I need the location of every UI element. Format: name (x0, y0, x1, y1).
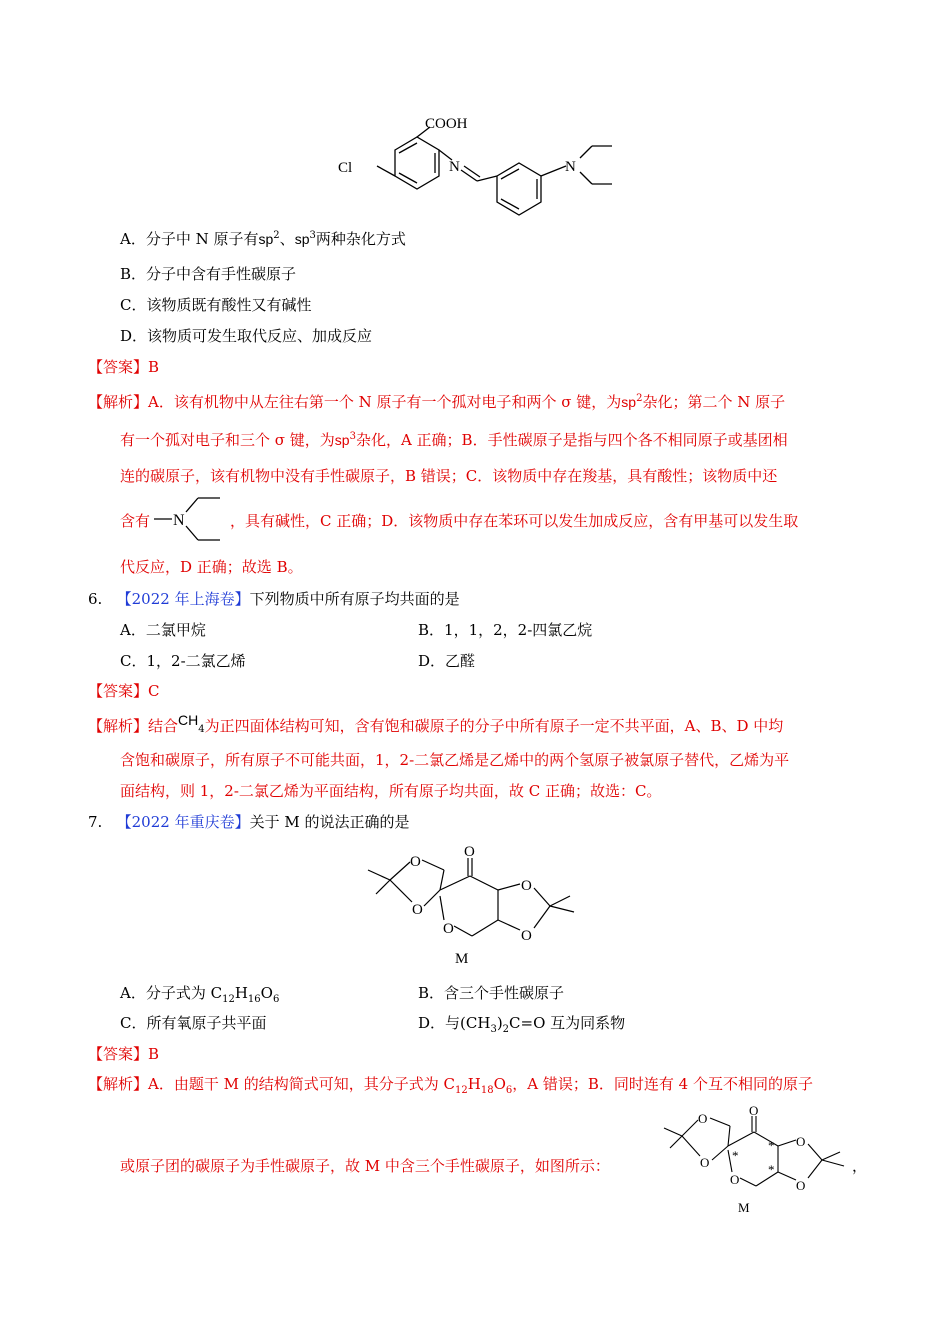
q5-explanation-line1: 【解析】A．该有机物中从左往右第一个 N 原子有一个孤对电子和两个 σ 键，为$sp^2$杂化；第二个 N 原子 (88, 393, 786, 411)
m-o2: O (412, 902, 423, 918)
m-o5: O (521, 878, 532, 894)
q7-explanation-line2-end: ， (852, 1157, 868, 1175)
structure-m (360, 840, 590, 970)
q5-option-c: C．该物质既有酸性又有碱性 (120, 296, 312, 314)
q6-source-tag: 【2022 年上海卷】 (116, 590, 250, 608)
diethylamino-fragment (152, 492, 228, 548)
q5-option-d: D．该物质可发生取代反应、加成反应 (120, 327, 373, 345)
q5-option-a: A．分子中 N 原子有$sp^2$、$sp^3$两种杂化方式 (120, 230, 406, 248)
mc-label: M (738, 1200, 750, 1215)
q6-answer: 【答案】C (88, 682, 160, 700)
q6-option-b: B．1，1，2，2-四氯乙烷 (418, 621, 593, 639)
mc-star-2: * (768, 1138, 775, 1153)
q7-stem: 7. 【2022 年重庆卷】关于 M 的说法正确的是 (88, 813, 410, 831)
m-o3: O (464, 844, 475, 860)
cl-label: Cl (338, 160, 353, 176)
mc-star-1: * (732, 1148, 739, 1163)
mc-o4: O (730, 1172, 740, 1187)
q5-answer: 【答案】B (88, 358, 160, 376)
structure-schiff-base (330, 108, 630, 220)
m-label: M (455, 951, 469, 967)
mc-o3: O (749, 1103, 759, 1118)
n-imine-label: N (449, 159, 460, 175)
q7-source-tag: 【2022 年重庆卷】 (116, 813, 250, 831)
q7-explanation-line2: 或原子团的碳原子为手性碳原子，故 M 中含三个手性碳原子，如图所示： (120, 1157, 610, 1175)
structure-m-chiral (658, 1100, 858, 1218)
q6-option-c: C．1，2-二氯乙烯 (120, 652, 246, 670)
q6-option-d: D．乙醛 (418, 652, 476, 670)
q5-explanation-line4-pre: 含有 (120, 512, 151, 530)
q6-explanation-line3: 面结构，则 1，2-二氯乙烯为平面结构，所有原子均共面，故 C 正确；故选：C。 (120, 782, 662, 800)
q6-explanation-line1: 【解析】结合$CH_4$为正四面体结构可知，含有饱和碳原子的分子中所有原子一定不共平面，A、B、D 中均 (88, 712, 784, 735)
m-o4: O (443, 921, 454, 937)
q5-option-b: B．分子中含有手性碳原子 (120, 265, 297, 283)
q7-explanation-line1: 【解析】A．由题干 M 的结构简式可知，其分子式为 $C_{12}H_{18}O_6$，A 错误；B．同时连有 4 个互不相同的原子 (88, 1075, 813, 1096)
mc-o6: O (796, 1178, 806, 1193)
mc-o1: O (698, 1111, 708, 1126)
m-o6: O (521, 928, 532, 944)
fragment-n-label: N (173, 512, 185, 529)
q7-option-b: B．含三个手性碳原子 (418, 984, 565, 1002)
mc-star-3: * (768, 1162, 775, 1177)
q7-answer: 【答案】B (88, 1045, 160, 1063)
q7-option-a: A．分子式为 $C_{12}H_{16}O_6$ (120, 984, 280, 1005)
q6-explanation-line2: 含饱和碳原子，所有原子不可能共面，1，2-二氯乙烯是乙烯中的两个氢原子被氯原子替代，乙烯为平 (120, 751, 790, 769)
q5-explanation-line4: ，具有碱性，C 正确；D．该物质中存在苯环可以发生加成反应，含有甲基可以发生取 (230, 512, 799, 530)
q5-explanation-line5: 代反应，D 正确；故选 B。 (120, 558, 303, 576)
cooh-label: COOH (425, 116, 468, 132)
q5-explanation-line2: 有一个孤对电子和三个 σ 键，为$sp^3$杂化，A 正确；B．手性碳原子是指与四个各不相同原子或基团相 (120, 431, 788, 449)
q6-stem: 6. 【2022 年上海卷】下列物质中所有原子均共面的是 (88, 590, 460, 608)
mc-o5: O (796, 1134, 806, 1149)
mc-o2: O (700, 1155, 710, 1170)
q6-option-a: A．二氯甲烷 (120, 621, 206, 639)
q7-option-c: C．所有氧原子共平面 (120, 1014, 267, 1032)
m-o1: O (410, 854, 421, 870)
n-amine-label: N (565, 159, 576, 175)
q5-explanation-line3: 连的碳原子，该有机物中没有手性碳原子，B 错误；C．该物质中存在羧基，具有酸性；该物质中还 (120, 467, 778, 485)
q7-option-d: D．与$(CH_3)_2C=O$ 互为同系物 (418, 1014, 626, 1035)
